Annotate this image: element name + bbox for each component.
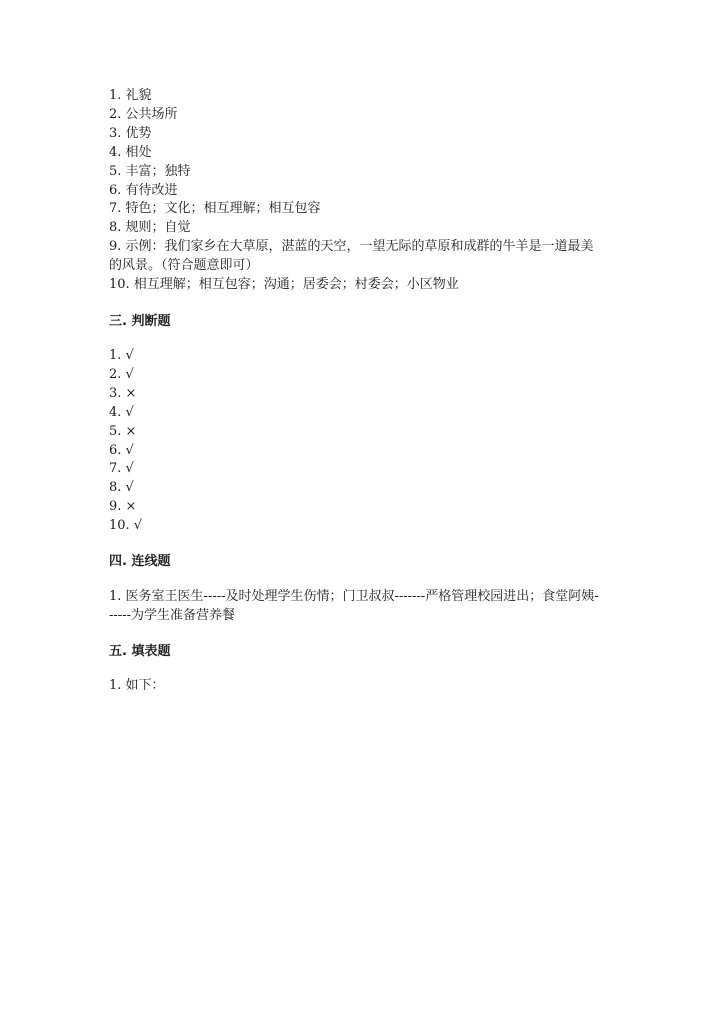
answer-item: 1. √ (109, 348, 134, 363)
answer-item: 2. 公共场所 (109, 106, 178, 122)
answer-item: 1. 如下： (109, 678, 165, 693)
section-heading-matching: 四. 连线题 (109, 554, 171, 569)
answer-item: 1. 医务室王医生-----及时处理学生伤情；门卫叔叔-------严格管理校园进出；食堂阿姨------为学生准备营养餐 (109, 589, 599, 623)
answer-item: 10. √ (109, 518, 143, 534)
answer-item: 5. × (109, 423, 137, 439)
matching-answer-list (109, 588, 609, 626)
answer-item: 4. √ (109, 404, 134, 420)
answer-item: 5. 丰富；独特 (109, 163, 191, 179)
section-heading-judgement: 三. 判断题 (109, 314, 171, 329)
answer-item: 7. √ (109, 461, 134, 477)
section-heading-table: 五. 填表题 (109, 644, 171, 659)
answer-item: 3. 优势 (109, 125, 152, 141)
answer-item: 3. × (109, 385, 137, 401)
answer-item: 8. √ (109, 480, 134, 496)
answer-item: 10. 相互理解；相互包容；沟通；居委会；村委会；小区物业 (109, 277, 459, 293)
answer-item: 2. √ (109, 366, 134, 382)
answer-item: 9. × (109, 499, 137, 515)
answer-item: 8. 规则；自觉 (109, 220, 191, 236)
answer-item: 4. 相处 (109, 144, 152, 160)
section2-answer-list (109, 87, 609, 295)
answer-item: 6. √ (109, 442, 134, 458)
answer-item: 6. 有待改进 (109, 182, 178, 198)
table-answer-list (109, 677, 609, 696)
judgement-answer-list (109, 347, 609, 536)
answer-item: 9. 示例：我们家乡在大草原，湛蓝的天空，一望无际的草原和成群的牛羊是一道最美的风景。（符合题意即可） (109, 239, 594, 274)
answer-item: 1. 礼貌 (109, 88, 152, 103)
answer-item: 7. 特色；文化；相互理解；相互包容 (109, 201, 321, 217)
